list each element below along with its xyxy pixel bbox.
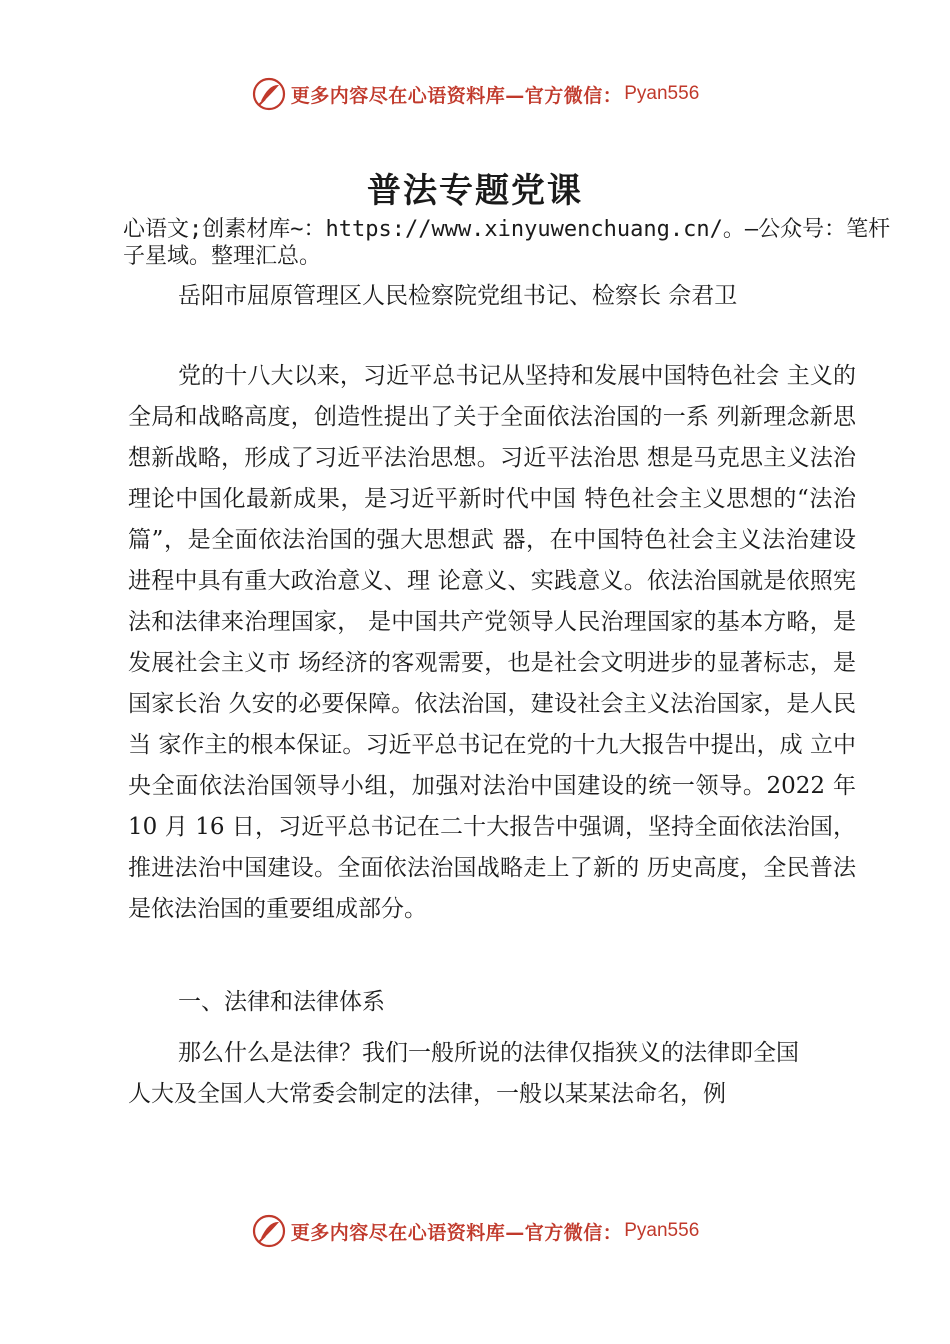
section-heading-1: 一、法律和法律体系 [178,989,385,1015]
document-title: 普法专题党课 [367,171,583,211]
author-line: 岳阳市屈原管理区人民检察院党组书记、检察长 佘君卫 [178,283,738,309]
watermark-text: 更多内容尽在心语资料库— [290,1221,525,1244]
quill-logo-icon [251,1213,287,1249]
watermark-text: 更多内容尽在心语资料库— [290,84,525,107]
paragraph-1: 党的十八大以来，习近平总书记从坚持和发展中国特色社会 主义的全局和战略高度，创造性提出了关于全面依法治国的一系 列新理念新思想新战略，形成了习近平法治思想。习近平法治思 想是马克思主义法治理论中国化最新成果，是习近平新时代中国 特色社会主义思想的“法治篇”，是全面依法治国的强大思想武 器，在中国特色社会主义法治建设进程中具有重大政治意义、理 论意义、实践意义。依法治国就是依照宪法和法律来治理国家， 是中国共产党领导人民治理国家的基本方略，是发展社会主义市 场经济的客观需要，也是社会文明进步的显著标志，是国家长治 久安的必要保障。依法治国，建设社会主义法治国家，是人民当 家作主的根本保证。习近平总书记在党的十九大报告中提出，成 立中央全面依法治国领导小组，加强对法治中国建设的统一领导。2022 年 10 月 16 日，习近平总书记在二十大报告中强调，坚持全面依法治国，推进法治中国建设。全面依法治国战略走上了新的 历史高度，全民普法是依法治国的重要组成部分。 [128,363,856,922]
quill-logo-icon [251,76,287,112]
watermark-wechat-label: 官方微信： [524,84,623,107]
watermark-wechat-id: Pyan556 [624,1220,700,1241]
source-meta-line: 心语文;创素材库~：https://www.xinyuwenchuang.cn/。—公众号：笔杆子星域。整理汇总。 [123,217,891,269]
watermark-wechat-label: 官方微信： [524,1221,623,1244]
paragraph-2: 那么什么是法律？我们一般所说的法律仅指狭义的法律即全国人大及全国人大常委会制定的法律，一般以某某法命名，例 [128,1040,799,1107]
watermark-banner-top [0,72,950,116]
watermark-wechat-id: Pyan556 [624,83,700,104]
watermark-banner-bottom [0,1209,950,1253]
